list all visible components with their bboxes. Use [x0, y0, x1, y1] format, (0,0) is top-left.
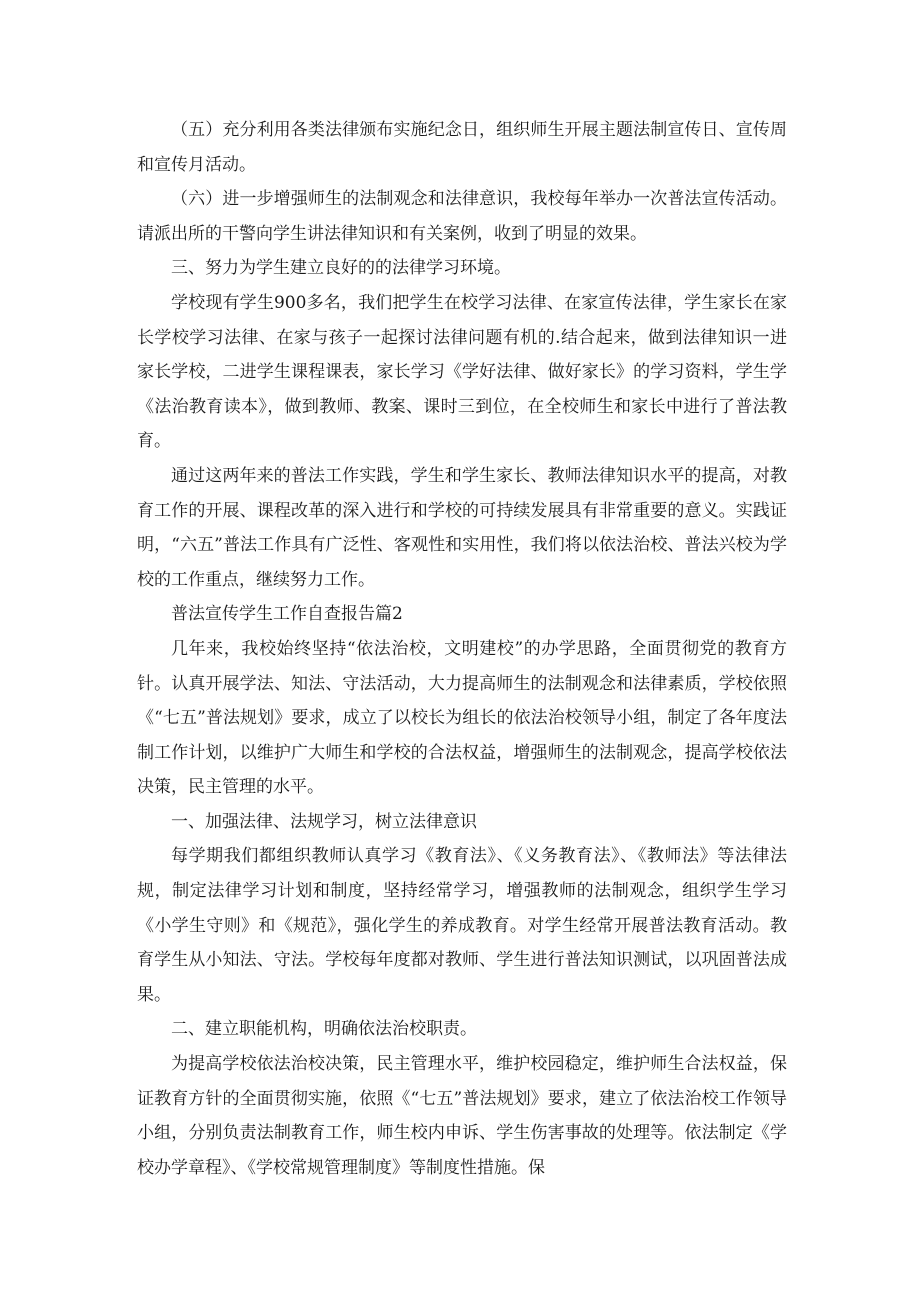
paragraph-5: （五）充分利用各类法律颁布实施纪念日，组织师生开展主题法制宣传日、宣传周和宣传月活动。	[137, 120, 787, 175]
section-heading-2: 二、建立职能机构，明确依法治校职责。	[171, 1019, 477, 1040]
paragraph-intro-2: 几年来，我校始终坚持“依法治校，文明建校”的办学思路，全面贯彻党的教育方针。认真开展学法、知法、守法活动，大力提高师生的法制观念和法律素质，学校依照《“七五”普法规划》要求，成立了以校长为组长的依法治校领导小组，制定了各年度法制工作计划，以维护广大师生和学校的合法权益，增强师生的法制观念，提高学校依法决策，民主管理的水平。	[137, 638, 787, 798]
document-body	[137, 113, 787, 1185]
paragraph-institutions: 为提高学校依法治校决策，民主管理水平，维护校园稳定，维护师生合法权益，保证教育方针的全面贯彻实施，依照《“七五”普法规划》要求，建立了依法治校工作领导小组，分别负责法制教育工作，师生校内申诉、学生伤害事故的处理等。依法制定《学校办学章程》、《学校常规管理制度》等制度性措施。保	[137, 1054, 787, 1178]
paragraph-6: （六）进一步增强师生的法制观念和法律意识，我校每年举办一次普法宣传活动。请派出所的干警向学生讲法律知识和有关案例，收到了明显的效果。	[137, 189, 787, 244]
paragraph-law-study: 每学期我们都组织教师认真学习《教育法》、《义务教育法》、《教师法》等法律法规，制定法律学习计划和制度，坚持经常学习，增强教师的法制观念，组织学生学习《小学生守则》和《规范》，强化学生的养成教育。对学生经常开展普法教育活动。教育学生从小知法、守法。学校每年度都对教师、学生进行普法知识测试，以巩固普法成果。	[137, 846, 787, 1005]
report-title-2: 普法宣传学生工作自查报告篇2	[171, 604, 403, 625]
section-heading-3: 三、努力为学生建立良好的的法律学习环境。	[171, 258, 511, 279]
paragraph-practice: 通过这两年来的普法工作实践，学生和学生家长、教师法律知识水平的提高，对教育工作的开展、课程改革的深入进行和学校的可持续发展具有非常重要的意义。实践证明，“六五”普法工作具有广泛性、客观性和实用性，我们将以依法治校、普法兴校为学校的工作重点，继续努力工作。	[137, 465, 787, 590]
section-heading-1: 一、加强法律、法规学习，树立法律意识	[171, 811, 477, 832]
paragraph-students: 学校现有学生900多名，我们把学生在校学习法律、在家宣传法律，学生家长在家长学校学习法律、在家与孩子一起探讨法律问题有机的.结合起来，做到法律知识一进家长学校，二进学生课程课表，家长学习《学好法律、做好家长》的学习资料，学生学《法治教育读本》，做到教师、教案、课时三到位，在全校师生和家长中进行了普法教育。	[137, 292, 787, 452]
